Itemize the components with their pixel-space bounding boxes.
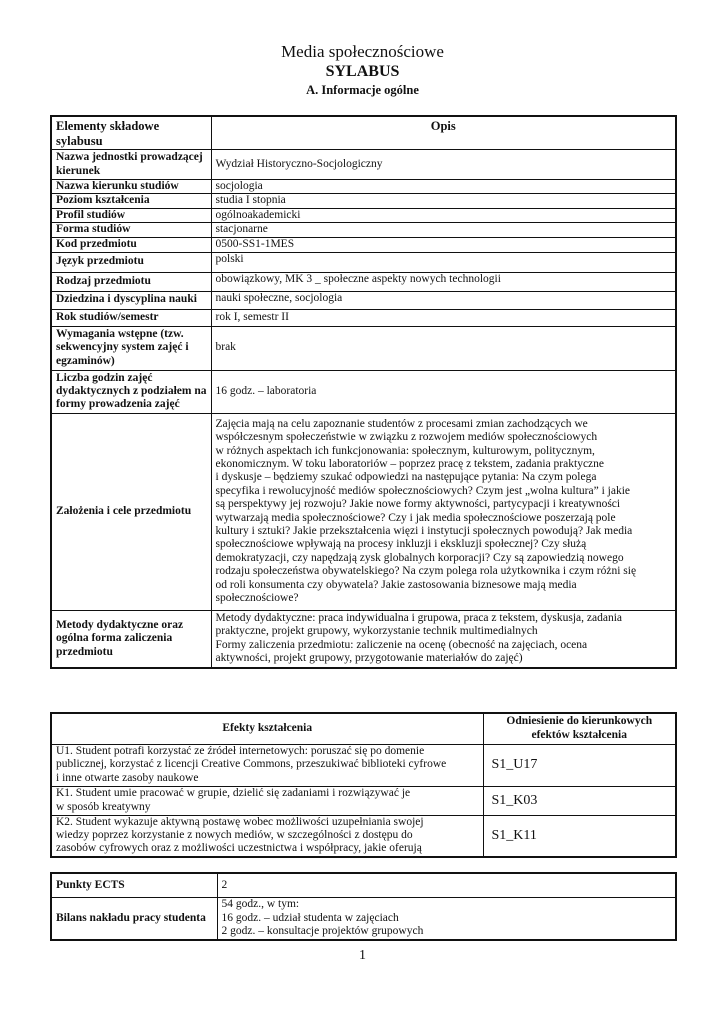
- workload-label: Bilans nakładu pracy studenta: [51, 897, 217, 940]
- table-row: [51, 223, 676, 237]
- goals-description: Zajęcia mają na celu zapoznanie studentów z procesami zmian zachodzących we współczesnym społeczeństwie w związku z rozwojem mediów społecznościowych w różnych aspektach ich funkcjonowania: społecznym, kulturowym, politycznym, ekonomicznym. W toku laboratoriów – poprzez pracę z tekstem, zadania praktyczne i dyskusje – będziemy szukać odpowiedzi na następujące pytania: Na czym polega specyfika i rewolucyjność mediów społecznościowych? Czym jest „wolna kultura” i jakie są perspektywy jej rozwoju? Jakie nowe formy aktywności, partycypacji i kreatywności wytwarzają media społecznościowe? Czy i jak media społecznościowe poszerzają pole kultury i sztuki? Jakie przekształcenia więzi i instytucji społecznych powodują? Jak media społecznościowe wpływają na procesy inkluzji i ekskluzji społecznej? Czy służą demokratyzacji, czy napędzają zysk globalnych korporacji? Czy są zapowiedzią nowego rodzaju społeczeństwa obywatelskiego? Na czym polega rola użytkownika i czym różni się od roli konsumenta czy obywatela? Jakie zastosowania biznesowe mają media społecznościowe?: [211, 413, 676, 610]
- row-label: Rodzaj przedmiotu: [51, 272, 211, 291]
- table-row: [51, 252, 676, 272]
- outcomes-header-row: [51, 713, 676, 744]
- row-label: Dziedzina i dyscyplina nauki: [51, 291, 211, 309]
- learning-outcomes-table: [50, 712, 677, 858]
- row-value: nauki społeczne, socjologia: [211, 291, 676, 309]
- outcome-code: S1_U17: [483, 744, 676, 786]
- table-row: [51, 815, 676, 857]
- row-value: 0500-SS1-1MES: [211, 237, 676, 252]
- document-title: Media społecznościowe: [281, 42, 444, 61]
- table-row: [51, 370, 676, 413]
- row-label: Liczba godzin zajęć dydaktycznych z podziałem na formy prowadzenia zajęć: [51, 370, 211, 413]
- description-column-header: Opis: [211, 116, 676, 150]
- elements-column-header: Elementy składowe sylabusu: [51, 116, 211, 150]
- outcome-text: K2. Student wykazuje aktywną postawę wobec możliwości uzupełniania swojej wiedzy poprzez korzystanie z nowych mediów, w szczególności z dostępu do zasobów cyfrowych oraz z możliwości uczestnictwa i współpracy, jakie oferują: [51, 815, 483, 857]
- row-value: stacjonarne: [211, 223, 676, 237]
- outcome-code: S1_K11: [483, 815, 676, 857]
- row-label: Nazwa kierunku studiów: [51, 180, 211, 194]
- ects-value: 2: [217, 873, 676, 897]
- methods-description: Metody dydaktyczne: praca indywidualna i grupowa, praca z tekstem, dyskusja, zadania praktyczne, projekt grupowy, wykorzystanie technik multimedialnych Formy zaliczenia przedmiotu: zaliczenie na ocenę (obecność na zajęciach, ocena aktywności, projekt grupowy, przygotowanie materiałów do zajęć): [211, 610, 676, 668]
- table-row: [51, 180, 676, 194]
- row-label: Forma studiów: [51, 223, 211, 237]
- row-value: rok I, semestr II: [211, 309, 676, 326]
- row-value: obowiązkowy, MK 3 _ społeczne aspekty nowych technologii: [211, 272, 676, 291]
- ects-table: [50, 872, 677, 941]
- row-label: Kod przedmiotu: [51, 237, 211, 252]
- table-row: [51, 208, 676, 222]
- outcome-text: U1. Student potrafi korzystać ze źródeł internetowych: poruszać się po domenie publicznej, korzystać z licencji Creative Commons, przeszukiwać biblioteki cyfrowe i inne otwarte zasoby naukowe: [51, 744, 483, 786]
- table-row: [51, 237, 676, 252]
- table-row: [51, 786, 676, 815]
- table-row: [51, 150, 676, 180]
- row-label: Wymagania wstępne (tzw. sekwencyjny system zajęć i egzaminów): [51, 326, 211, 370]
- page-number: 1: [359, 948, 366, 963]
- table-row: [51, 326, 676, 370]
- row-label: Nazwa jednostki prowadzącej kierunek: [51, 150, 211, 180]
- row-value: polski: [211, 252, 676, 272]
- row-label: Rok studiów/semestr: [51, 309, 211, 326]
- info-header-row: [51, 116, 676, 150]
- row-value: 16 godz. – laboratoria: [211, 370, 676, 413]
- table-row: [51, 309, 676, 326]
- row-value: ogólnoakademicki: [211, 208, 676, 222]
- table-row: [51, 610, 676, 668]
- table-row: [51, 291, 676, 309]
- row-label: Metody dydaktyczne oraz ogólna forma zaliczenia przedmiotu: [51, 610, 211, 668]
- section-heading: A. Informacje ogólne: [306, 83, 419, 97]
- row-value: Wydział Historyczno-Socjologiczny: [211, 150, 676, 180]
- table-row: [51, 897, 676, 940]
- outcomes-column-header: Efekty kształcenia: [51, 713, 483, 744]
- row-label: Poziom kształcenia: [51, 194, 211, 208]
- row-value: socjologia: [211, 180, 676, 194]
- general-info-table: [50, 115, 677, 669]
- table-row: [51, 873, 676, 897]
- row-label: Język przedmiotu: [51, 252, 211, 272]
- table-row: [51, 413, 676, 610]
- reference-column-header: Odniesienie do kierunkowych efektów kształcenia: [483, 713, 676, 744]
- row-value: studia I stopnia: [211, 194, 676, 208]
- table-row: [51, 744, 676, 786]
- outcome-text: K1. Student umie pracować w grupie, dzielić się zadaniami i rozwiązywać je w sposób kreatywny: [51, 786, 483, 815]
- table-row: [51, 272, 676, 291]
- outcome-code: S1_K03: [483, 786, 676, 815]
- workload-value: 54 godz., w tym: 16 godz. – udział studenta w zajęciach 2 godz. – konsultacje projektów grupowych: [217, 897, 676, 940]
- row-label: Profil studiów: [51, 208, 211, 222]
- table-row: [51, 194, 676, 208]
- document-subtitle: SYLABUS: [325, 63, 400, 80]
- row-label: Założenia i cele przedmiotu: [51, 413, 211, 610]
- ects-label: Punkty ECTS: [51, 873, 217, 897]
- row-value: brak: [211, 326, 676, 370]
